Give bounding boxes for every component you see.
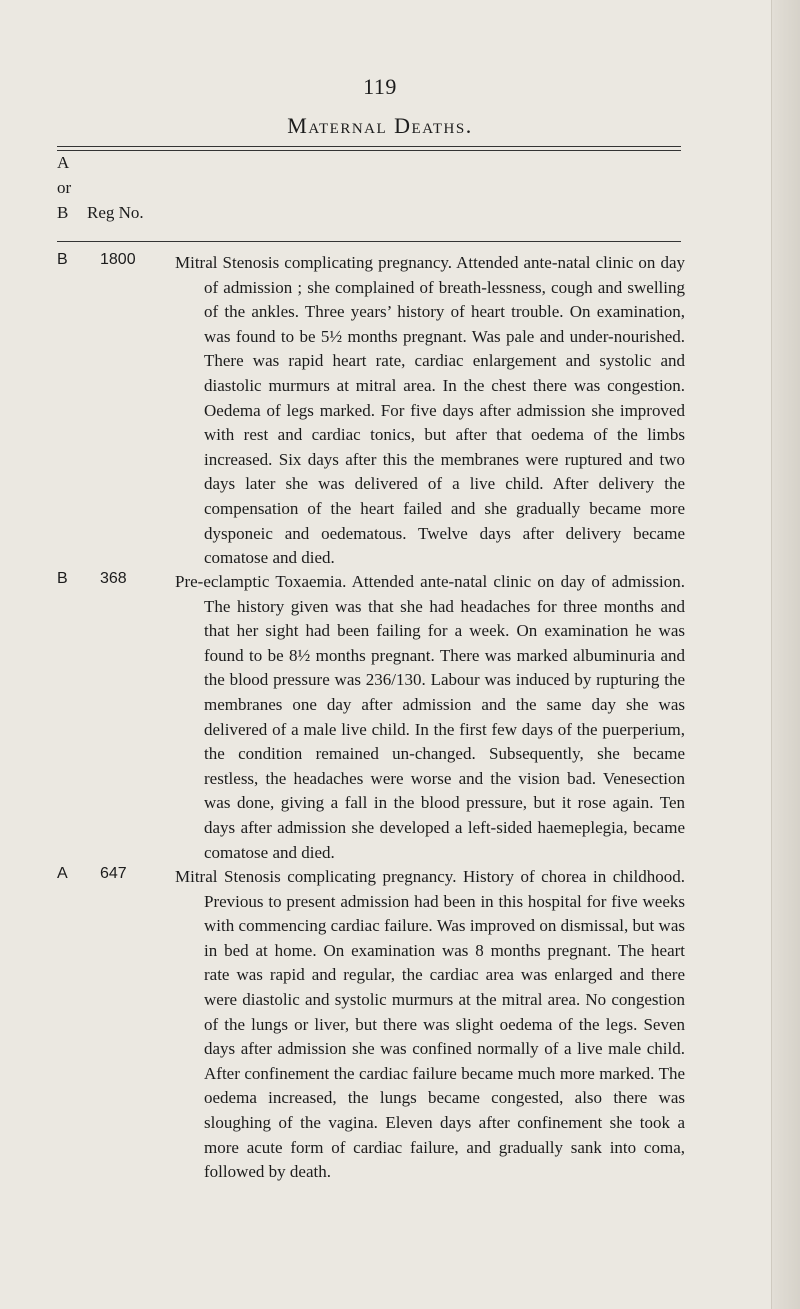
entry-reg-no: 647 bbox=[100, 865, 127, 882]
entry-class: B bbox=[57, 570, 68, 587]
column-head-reg-no: Reg No. bbox=[87, 203, 144, 222]
entry-text bbox=[175, 570, 685, 865]
column-head-class-a: A bbox=[57, 153, 70, 172]
page-title: Maternal Deaths. bbox=[287, 113, 473, 138]
column-head-class-b: B bbox=[57, 203, 69, 222]
header-single-rule bbox=[57, 241, 681, 242]
entry-class: A bbox=[57, 865, 68, 882]
column-head-or: or bbox=[57, 178, 72, 197]
entry-text bbox=[175, 865, 685, 1185]
entry-text bbox=[175, 251, 685, 571]
header-double-rule bbox=[57, 146, 681, 151]
page-edge bbox=[771, 0, 800, 1309]
entry-description: Mitral Stenosis complicating pregnancy. History of chorea in childhood. Previous to present admission had been in this hospital for five weeks with commencing cardiac failure. Was improved on dismissal, but was in bed at home. On examination was 8 months pregnant. The heart rate was rapid and regular, the cardiac area was enlarged and there were diastolic and systolic murmurs at the mitral area. No congestion of the lungs or liver, but there was slight oedema of the legs. Seven days after admission she was confined normally of a live male child. After confinement the cardiac failure became much more marked. The oedema increased, the lungs became congested, also there was sloughing of the vagina. Eleven days after confinement she took a more acute form of cardiac failure, and gradually sank into coma, followed by death. bbox=[175, 867, 685, 1182]
page-number: 119 bbox=[363, 74, 397, 99]
entry-reg-no: 368 bbox=[100, 570, 127, 587]
entry-reg-no: 1800 bbox=[100, 251, 136, 268]
entry-description: Pre-eclamptic Toxaemia. Attended ante-natal clinic on day of admission. The history given was that she had headaches for three months and that her sight had been failing for a week. On examination he was found to be 8½ months pregnant. There was marked albuminuria and the blood pressure was 236/130. Labour was induced by rupturing the membranes one day after admission and the same day she was delivered of a male live child. In the first few days of the puerperium, the condition remained un-changed. Subsequently, she became restless, the headaches were worse and the vision bad. Venesection was done, giving a fall in the blood pressure, but it rose again. Ten days after admission she developed a left-sided haemeplegia, became comatose and died. bbox=[175, 572, 685, 862]
entry-class: B bbox=[57, 251, 68, 268]
entry-description: Mitral Stenosis complicating pregnancy. Attended ante-natal clinic on day of admission ; she complained of breath-lessness, cough and swelling of the ankles. Three years’ history of heart trouble. On examination, was found to be 5½ months pregnant. Was pale and under-nourished. There was rapid heart rate, cardiac enlargement and systolic and diastolic murmurs at mitral area. In the chest there was congestion. Oedema of legs marked. For five days after admission she improved with rest and cardiac tonics, but after that oedema of the limbs increased. Six days after this the membranes were ruptured and two days later she was delivered of a live child. After delivery the compensation of the heart failed and she gradually became more dysponeic and oedematous. Twelve days after delivery became comatose and died. bbox=[175, 253, 685, 568]
